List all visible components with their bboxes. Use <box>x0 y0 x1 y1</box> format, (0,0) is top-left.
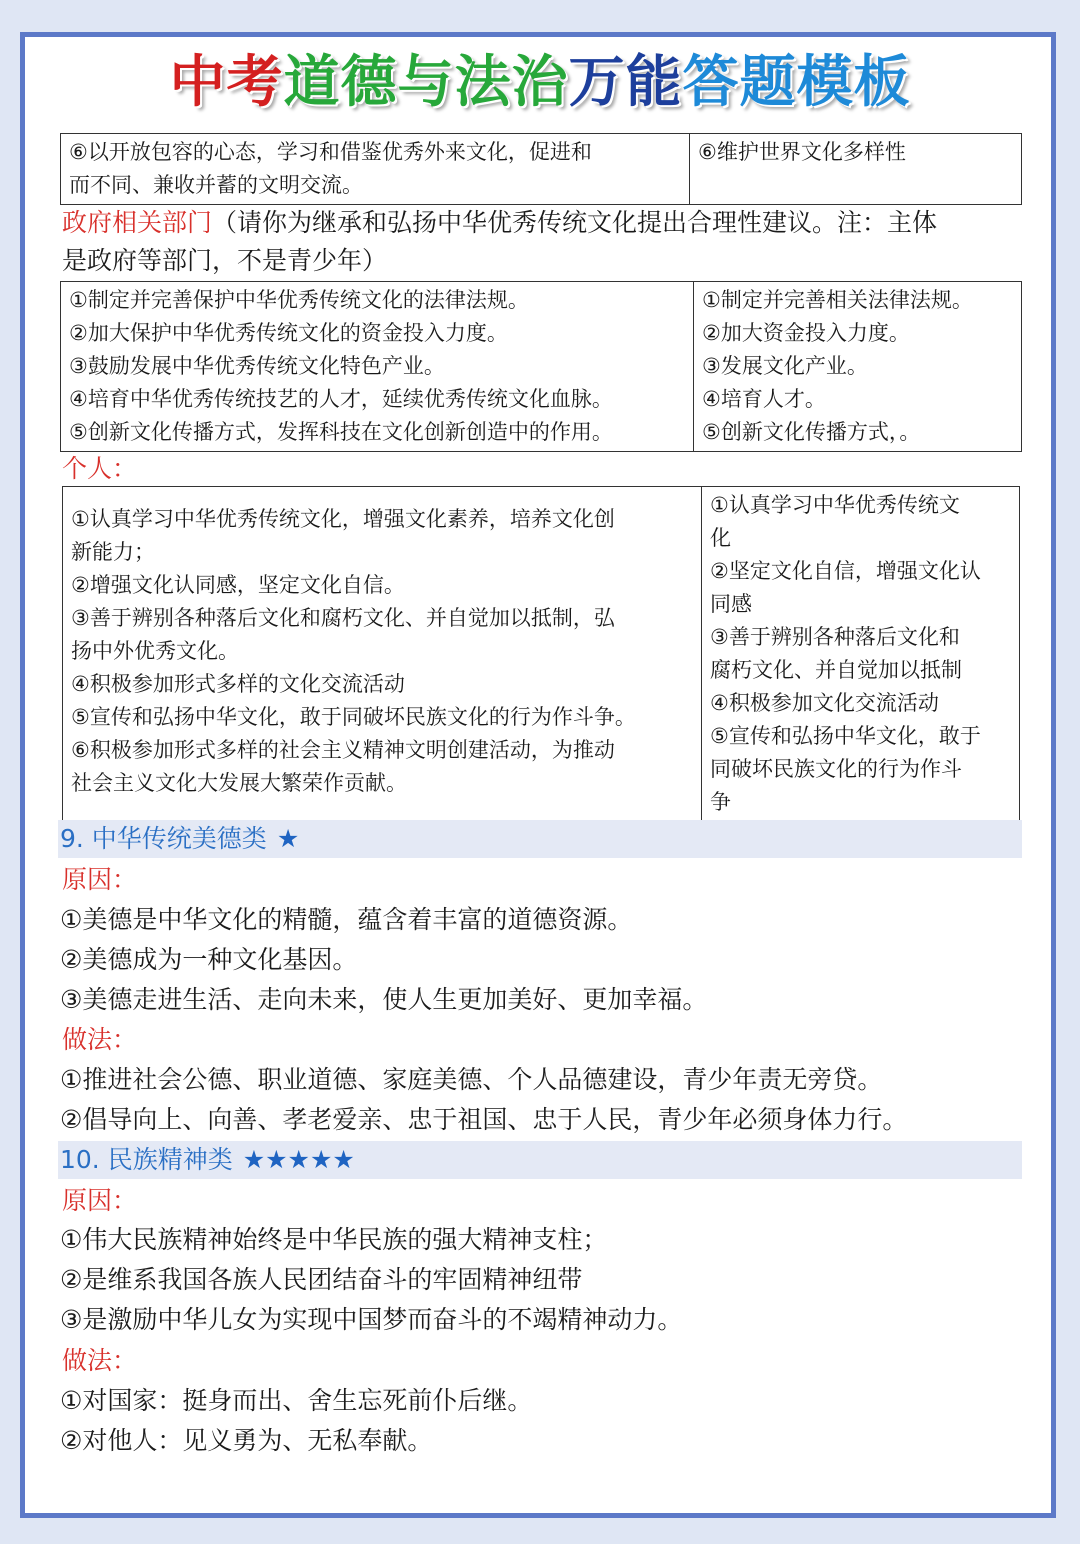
gov-left-line: ③鼓励发展中华优秀传统文化特色产业。 <box>69 354 445 378</box>
personal-right-line: ①认真学习中华优秀传统文 <box>710 493 960 517</box>
section-10-reason-label: 原因： <box>62 1186 138 1215</box>
personal-left-line: 扬中外优秀文化。 <box>71 639 239 663</box>
section-10-method-label: 做法： <box>62 1346 138 1375</box>
table-top <box>60 133 1022 205</box>
personal-right-line: ④积极参加文化交流活动 <box>710 691 939 715</box>
personal-left-line: 新能力； <box>71 540 155 564</box>
section-9-header <box>58 820 1022 858</box>
section-9-reason: ③美德走进生活、走向未来，使人生更加美好、更加幸福。 <box>60 985 708 1014</box>
gov-heading <box>62 204 937 280</box>
table-personal <box>62 486 1020 828</box>
personal-right-line: ②坚定文化自信，增强文化认 <box>710 559 981 583</box>
title-part-2: 道德与法治 <box>283 50 569 115</box>
gov-label: 政府相关部门 <box>62 208 213 237</box>
section-10-header <box>58 1141 1022 1179</box>
gov-text-2: 是政府等部门，不是青少年） <box>62 246 388 275</box>
personal-right-line: ③善于辨别各种落后文化和 <box>710 625 960 649</box>
page-title <box>0 38 1080 128</box>
personal-right-line: 同破坏民族文化的行为作斗 <box>710 757 962 781</box>
section-10-title: 10. 民族精神类 <box>60 1145 233 1174</box>
table-top-right-line: ⑥维护世界文化多样性 <box>698 140 906 164</box>
section-9-reason-label: 原因： <box>62 865 138 894</box>
section-9-reason: ①美德是中华文化的精髓，蕴含着丰富的道德资源。 <box>60 905 633 934</box>
gov-left-line: ②加大保护中华优秀传统文化的资金投入力度。 <box>69 321 508 345</box>
gov-right-line: ④培育人才。 <box>702 387 826 411</box>
personal-right-line: 同感 <box>710 592 752 616</box>
personal-left-line: ②增强文化认同感，坚定文化自信。 <box>71 573 405 597</box>
section-9-method-label: 做法： <box>62 1025 138 1054</box>
section-10-method: ①对国家：挺身而出、舍生忘死前仆后继。 <box>60 1386 533 1415</box>
personal-left-line: ⑥积极参加形式多样的社会主义精神文明创建活动，为推动 <box>71 738 615 762</box>
gov-right-line: ⑤创新文化传播方式，。 <box>702 420 921 444</box>
title-part-4: 答题模板 <box>682 50 911 115</box>
section-10-method: ②对他人：见义勇为、无私奉献。 <box>60 1426 433 1455</box>
gov-left-line: ①制定并完善保护中华优秀传统文化的法律法规。 <box>69 288 529 312</box>
section-10-reason: ①伟大民族精神始终是中华民族的强大精神支柱； <box>60 1225 608 1254</box>
personal-left-line: ⑤宣传和弘扬中华文化，敢于同破坏民族文化的行为作斗争。 <box>71 705 636 729</box>
stars-icon: ★★★★★ <box>242 1145 355 1174</box>
personal-label: 个人： <box>62 454 138 483</box>
star-icon: ★ <box>276 824 300 853</box>
section-10-reason: ③是激励中华儿女为实现中国梦而奋斗的不竭精神动力。 <box>60 1305 683 1334</box>
gov-right-line: ①制定并完善相关法律法规。 <box>702 288 973 312</box>
gov-right-line: ③发展文化产业。 <box>702 354 868 378</box>
gov-left-line: ④培育中华优秀传统技艺的人才，延续优秀传统文化血脉。 <box>69 387 613 411</box>
section-9-title: 9. 中华传统美德类 <box>60 824 267 853</box>
personal-right-line: 化 <box>710 526 731 550</box>
title-part-1: 中考 <box>169 50 284 115</box>
personal-right-line: 腐朽文化、并自觉加以抵制 <box>710 658 962 682</box>
section-9-reason: ②美德成为一种文化基因。 <box>60 945 358 974</box>
section-9-method: ①推进社会公德、职业道德、家庭美德、个人品德建设，青少年责无旁贷。 <box>60 1065 883 1094</box>
section-9-method: ②倡导向上、向善、孝老爱亲、忠于祖国、忠于人民，青少年必须身体力行。 <box>60 1105 908 1134</box>
gov-text: （请你为继承和弘扬中华优秀传统文化提出合理性建议。注：主体 <box>212 208 938 237</box>
title-part-3: 万能 <box>568 50 683 115</box>
section-10-reason: ②是维系我国各族人民团结奋斗的牢固精神纽带 <box>60 1265 583 1294</box>
table-top-left-line: ⑥以开放包容的心态，学习和借鉴优秀外来文化，促进和 <box>69 140 592 164</box>
personal-left-line: ③善于辨别各种落后文化和腐朽文化、并自觉加以抵制，弘 <box>71 606 615 630</box>
personal-left-line: ①认真学习中华优秀传统文化，增强文化素养，培养文化创 <box>71 507 615 531</box>
gov-left-line: ⑤创新文化传播方式，发挥科技在文化创新创造中的作用。 <box>69 420 613 444</box>
gov-right-line: ②加大资金投入力度。 <box>702 321 910 345</box>
personal-left-line: ④积极参加形式多样的文化交流活动 <box>71 672 405 696</box>
personal-right-line: ⑤宣传和弘扬中华文化，敢于 <box>710 724 981 748</box>
table-gov <box>60 281 1022 452</box>
personal-left-line: 社会主义文化大发展大繁荣作贡献。 <box>71 771 407 795</box>
table-top-left-line: 而不同、兼收并蓄的文明交流。 <box>69 173 363 197</box>
personal-right-line: 争 <box>710 790 731 814</box>
